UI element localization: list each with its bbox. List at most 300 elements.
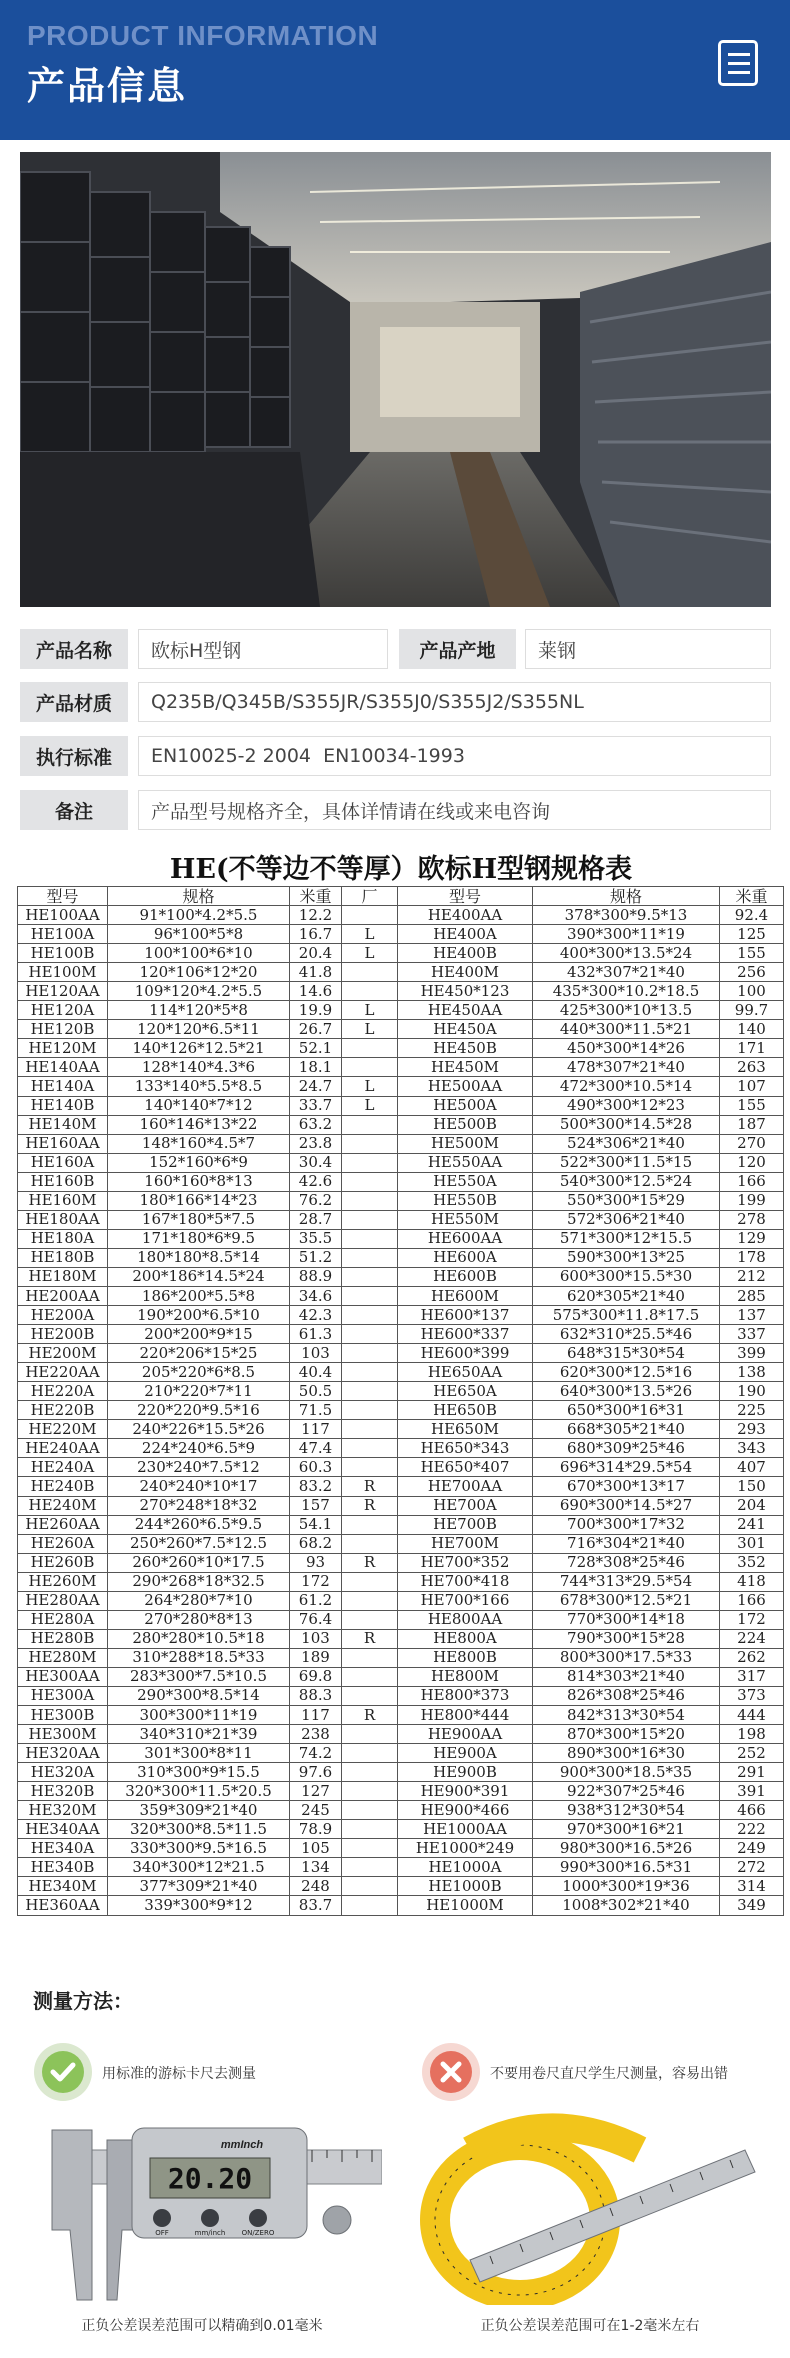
origin-value: 莱钢 [525, 629, 771, 669]
table-cell: 63.2 [290, 1115, 342, 1134]
table-cell: 290*300*8.5*14 [108, 1686, 290, 1705]
table-cell: HE220A [18, 1382, 108, 1401]
table-cell: 83.2 [290, 1477, 342, 1496]
table-cell [342, 1820, 398, 1839]
table-cell: 91*100*4.2*5.5 [108, 906, 290, 925]
table-cell: 60.3 [290, 1458, 342, 1477]
table-cell: 155 [720, 944, 784, 963]
table-row [18, 1496, 784, 1515]
table-cell: 42.3 [290, 1306, 342, 1325]
table-cell: 842*313*30*54 [533, 1706, 720, 1725]
info-row-standard [20, 736, 771, 776]
table-cell: 359*309*21*40 [108, 1801, 290, 1820]
table-cell: 632*310*25.5*46 [533, 1325, 720, 1344]
table-cell: 190*200*6.5*10 [108, 1306, 290, 1325]
table-row [18, 1896, 784, 1915]
table-cell: 225 [720, 1401, 784, 1420]
table-cell: HE650B [398, 1401, 533, 1420]
table-cell: HE650A [398, 1382, 533, 1401]
table-cell: 790*300*15*28 [533, 1629, 720, 1648]
table-cell [342, 1896, 398, 1915]
measure-title: 测量方法： [33, 1989, 133, 2013]
table-cell: 69.8 [290, 1667, 342, 1686]
table-cell: HE800B [398, 1648, 533, 1667]
table-cell: HE160A [18, 1153, 108, 1172]
table-cell: 466 [720, 1801, 784, 1820]
table-row [18, 1515, 784, 1534]
table-row [18, 1458, 784, 1477]
table-cell: 272 [720, 1858, 784, 1877]
table-cell: 922*307*25*46 [533, 1782, 720, 1801]
table-cell: HE240B [18, 1477, 108, 1496]
table-row [18, 1191, 784, 1210]
table-cell: HE140B [18, 1096, 108, 1115]
table-cell: 134 [290, 1858, 342, 1877]
table-cell: 640*300*13.5*26 [533, 1382, 720, 1401]
caliper-button-label: OFF [155, 2229, 169, 2237]
table-cell: L [342, 1020, 398, 1039]
info-row-material [20, 682, 771, 722]
table-cell: 240*240*10*17 [108, 1477, 290, 1496]
table-cell: 648*315*30*54 [533, 1344, 720, 1363]
table-cell: 472*300*10.5*14 [533, 1077, 720, 1096]
table-cell: 88.9 [290, 1267, 342, 1286]
standard-label: 执行标准 [20, 736, 128, 776]
table-cell: HE280A [18, 1610, 108, 1629]
table-cell: 68.2 [290, 1534, 342, 1553]
table-cell: HE700*166 [398, 1591, 533, 1610]
table-cell: HE450AA [398, 1001, 533, 1020]
table-cell: 252 [720, 1744, 784, 1763]
table-cell [342, 1401, 398, 1420]
table-cell: HE340A [18, 1839, 108, 1858]
table-cell: 114*120*5*8 [108, 1001, 290, 1020]
table-cell: 500*300*14.5*28 [533, 1115, 720, 1134]
bad-method-text: 不要用卷尺直尺学生尺测量，容易出错 [490, 2066, 728, 2082]
table-row [18, 1229, 784, 1248]
table-cell: 399 [720, 1344, 784, 1363]
table-cell: 128*140*4.3*6 [108, 1058, 290, 1077]
table-cell: R [342, 1706, 398, 1725]
table-cell: 490*300*12*23 [533, 1096, 720, 1115]
table-cell: 590*300*13*25 [533, 1248, 720, 1267]
spec-body [18, 906, 784, 1915]
header-cell: 米重 [290, 887, 342, 906]
table-cell [342, 1858, 398, 1877]
table-cell: 178 [720, 1248, 784, 1267]
table-cell: 301 [720, 1534, 784, 1553]
table-cell [342, 1782, 398, 1801]
table-cell: 16.7 [290, 925, 342, 944]
table-cell: HE200B [18, 1325, 108, 1344]
table-cell: 314 [720, 1877, 784, 1896]
table-cell: HE1000M [398, 1896, 533, 1915]
table-cell: HE200M [18, 1344, 108, 1363]
table-row [18, 1115, 784, 1134]
table-cell [342, 1191, 398, 1210]
table-cell: L [342, 925, 398, 944]
table-cell [342, 1325, 398, 1344]
table-cell: HE500AA [398, 1077, 533, 1096]
table-cell: 349 [720, 1896, 784, 1915]
table-row [18, 1286, 784, 1305]
table-cell [342, 1725, 398, 1744]
table-cell: 171*180*6*9.5 [108, 1229, 290, 1248]
table-header-row [18, 887, 784, 906]
table-cell: HE240M [18, 1496, 108, 1515]
table-cell: HE340B [18, 1858, 108, 1877]
table-row [18, 1401, 784, 1420]
table-cell: HE550B [398, 1191, 533, 1210]
table-cell: HE1000B [398, 1877, 533, 1896]
table-cell: 100 [720, 982, 784, 1001]
table-cell: 938*312*30*54 [533, 1801, 720, 1820]
table-cell: 373 [720, 1686, 784, 1705]
table-cell: 224*240*6.5*9 [108, 1439, 290, 1458]
table-cell: HE400A [398, 925, 533, 944]
table-cell [342, 1153, 398, 1172]
table-cell: HE280AA [18, 1591, 108, 1610]
table-cell: HE800*373 [398, 1686, 533, 1705]
table-cell: HE340M [18, 1877, 108, 1896]
table-row [18, 1439, 784, 1458]
table-cell: 210*220*7*11 [108, 1382, 290, 1401]
table-cell: 260*260*10*17.5 [108, 1553, 290, 1572]
table-cell: 263 [720, 1058, 784, 1077]
table-row [18, 1763, 784, 1782]
name-value: 欧标H型钢 [138, 629, 388, 669]
table-cell: 198 [720, 1725, 784, 1744]
table-cell: HE180AA [18, 1210, 108, 1229]
table-row [18, 1325, 784, 1344]
table-cell: HE650*343 [398, 1439, 533, 1458]
table-cell: HE180A [18, 1229, 108, 1248]
caliper-brand: mmInch [220, 2139, 264, 2151]
table-cell: 270*248*18*32 [108, 1496, 290, 1515]
table-cell: 444 [720, 1706, 784, 1725]
table-cell: 310*288*18.5*33 [108, 1648, 290, 1667]
table-cell: 140*140*7*12 [108, 1096, 290, 1115]
table-cell: HE320M [18, 1801, 108, 1820]
table-cell: HE900AA [398, 1725, 533, 1744]
document-list-icon[interactable] [718, 40, 758, 86]
table-cell: 23.8 [290, 1134, 342, 1153]
table-cell: HE300AA [18, 1667, 108, 1686]
table-cell: 390*300*11*19 [533, 925, 720, 944]
table-cell: HE360AA [18, 1896, 108, 1915]
table-cell: 109*120*4.2*5.5 [108, 982, 290, 1001]
table-cell: 990*300*16.5*31 [533, 1858, 720, 1877]
table-cell: HE300M [18, 1725, 108, 1744]
table-cell: 432*307*21*40 [533, 963, 720, 982]
table-cell: 100*100*6*10 [108, 944, 290, 963]
table-cell: 270 [720, 1134, 784, 1153]
table-cell: 190 [720, 1382, 784, 1401]
table-row [18, 944, 784, 963]
table-cell: HE700AA [398, 1477, 533, 1496]
table-cell: 241 [720, 1515, 784, 1534]
table-row [18, 1210, 784, 1229]
table-row [18, 1382, 784, 1401]
table-cell: R [342, 1629, 398, 1648]
table-cell: 40.4 [290, 1363, 342, 1382]
table-cell: HE600M [398, 1286, 533, 1305]
table-cell: 571*300*12*15.5 [533, 1229, 720, 1248]
note-label: 备注 [20, 790, 128, 830]
table-cell: 205*220*6*8.5 [108, 1363, 290, 1382]
table-cell: 524*306*21*40 [533, 1134, 720, 1153]
table-cell: 61.3 [290, 1325, 342, 1344]
table-cell: HE280B [18, 1629, 108, 1648]
table-cell: HE550M [398, 1210, 533, 1229]
table-cell: R [342, 1553, 398, 1572]
table-cell: HE260A [18, 1534, 108, 1553]
table-cell: 291 [720, 1763, 784, 1782]
table-cell: 120*106*12*20 [108, 963, 290, 982]
table-cell [342, 1363, 398, 1382]
table-cell: 262 [720, 1648, 784, 1667]
table-cell [342, 1420, 398, 1439]
table-cell: 220*206*15*25 [108, 1344, 290, 1363]
table-cell: 33.7 [290, 1096, 342, 1115]
table-cell: 290*268*18*32.5 [108, 1572, 290, 1591]
checkmark-icon [34, 2043, 92, 2101]
table-row [18, 1629, 784, 1648]
table-row [18, 1858, 784, 1877]
table-cell: HE1000A [398, 1858, 533, 1877]
table-cell: 343 [720, 1439, 784, 1458]
table-cell: HE120B [18, 1020, 108, 1039]
table-row [18, 1706, 784, 1725]
table-cell: 249 [720, 1839, 784, 1858]
table-cell: HE220M [18, 1420, 108, 1439]
table-row [18, 1248, 784, 1267]
table-cell: HE400AA [398, 906, 533, 925]
table-cell: HE120A [18, 1001, 108, 1020]
table-cell: 400*300*13.5*24 [533, 944, 720, 963]
table-row [18, 1782, 784, 1801]
table-cell: R [342, 1496, 398, 1515]
table-cell: 166 [720, 1591, 784, 1610]
table-cell: 1000*300*19*36 [533, 1877, 720, 1896]
table-cell: 117 [290, 1420, 342, 1439]
table-cell [342, 1744, 398, 1763]
table-cell: 117 [290, 1706, 342, 1725]
table-cell: 155 [720, 1096, 784, 1115]
table-cell: 744*313*29.5*54 [533, 1572, 720, 1591]
table-cell: 283*300*7.5*10.5 [108, 1667, 290, 1686]
table-cell: 83.7 [290, 1896, 342, 1915]
table-cell: HE450M [398, 1058, 533, 1077]
table-cell: 41.8 [290, 963, 342, 982]
cross-icon [422, 2043, 480, 2101]
table-cell: 540*300*12.5*24 [533, 1172, 720, 1191]
table-cell: HE320A [18, 1763, 108, 1782]
table-cell: 450*300*14*26 [533, 1039, 720, 1058]
table-cell: HE260B [18, 1553, 108, 1572]
table-cell: 24.7 [290, 1077, 342, 1096]
table-cell: 186*200*5.5*8 [108, 1286, 290, 1305]
header-title-en: PRODUCT INFORMATION [27, 20, 379, 51]
table-cell: 245 [290, 1801, 342, 1820]
table-cell: 137 [720, 1306, 784, 1325]
table-cell: 320*300*11.5*20.5 [108, 1782, 290, 1801]
material-label: 产品材质 [20, 682, 128, 722]
table-row [18, 1020, 784, 1039]
table-cell: 650*300*16*31 [533, 1401, 720, 1420]
table-cell: L [342, 1001, 398, 1020]
table-cell: 103 [290, 1344, 342, 1363]
table-row [18, 1477, 784, 1496]
table-cell: HE650M [398, 1420, 533, 1439]
table-cell [342, 1763, 398, 1782]
table-cell [342, 1306, 398, 1325]
table-row [18, 1572, 784, 1591]
table-cell [342, 1610, 398, 1629]
table-cell: 61.2 [290, 1591, 342, 1610]
table-cell: 14.6 [290, 982, 342, 1001]
table-cell: 148*160*4.5*7 [108, 1134, 290, 1153]
table-row [18, 1039, 784, 1058]
table-cell: HE900*466 [398, 1801, 533, 1820]
name-label: 产品名称 [20, 629, 128, 669]
table-cell: 264*280*7*10 [108, 1591, 290, 1610]
table-cell: HE340AA [18, 1820, 108, 1839]
table-cell: 160*146*13*22 [108, 1115, 290, 1134]
table-cell: 19.9 [290, 1001, 342, 1020]
table-cell: 189 [290, 1648, 342, 1667]
table-cell: HE200AA [18, 1286, 108, 1305]
table-cell: 391 [720, 1782, 784, 1801]
table-cell: 30.4 [290, 1153, 342, 1172]
table-cell: 238 [290, 1725, 342, 1744]
table-cell: 12.2 [290, 906, 342, 925]
header-cell: 米重 [720, 887, 784, 906]
table-cell [342, 1286, 398, 1305]
measure-card-good [17, 2030, 387, 2340]
table-cell: HE100AA [18, 906, 108, 925]
table-cell: 172 [720, 1610, 784, 1629]
table-cell: HE900B [398, 1763, 533, 1782]
table-cell: HE260M [18, 1572, 108, 1591]
table-cell [342, 982, 398, 1001]
table-cell: HE450B [398, 1039, 533, 1058]
table-cell: 240*226*15.5*26 [108, 1420, 290, 1439]
table-cell [342, 1458, 398, 1477]
table-cell: HE260AA [18, 1515, 108, 1534]
table-cell: 600*300*15.5*30 [533, 1267, 720, 1286]
table-cell [342, 1210, 398, 1229]
header-cell: 规格 [108, 887, 290, 906]
table-cell: 407 [720, 1458, 784, 1477]
table-row [18, 1534, 784, 1553]
header-title-cn: 产品信息 [27, 64, 188, 108]
table-cell: HE200A [18, 1306, 108, 1325]
table-row [18, 1344, 784, 1363]
table-cell: 92.4 [720, 906, 784, 925]
table-cell: 435*300*10.2*18.5 [533, 982, 720, 1001]
table-cell: 352 [720, 1553, 784, 1572]
table-cell [342, 1801, 398, 1820]
table-cell: 212 [720, 1267, 784, 1286]
table-cell: HE600*337 [398, 1325, 533, 1344]
header-cell: 型号 [18, 887, 108, 906]
table-cell: 378*300*9.5*13 [533, 906, 720, 925]
table-cell [342, 1115, 398, 1134]
table-cell: HE800*444 [398, 1706, 533, 1725]
table-cell: 120 [720, 1153, 784, 1172]
table-cell [342, 1267, 398, 1286]
product-photo [20, 152, 771, 607]
table-cell: 99.7 [720, 1001, 784, 1020]
header-cell: 规格 [533, 887, 720, 906]
table-cell: 690*300*14.5*27 [533, 1496, 720, 1515]
table-cell: 34.6 [290, 1286, 342, 1305]
table-cell [342, 1039, 398, 1058]
table-cell: 280*280*10.5*18 [108, 1629, 290, 1648]
table-cell: HE220B [18, 1401, 108, 1420]
table-cell [342, 1839, 398, 1858]
table-cell: 900*300*18.5*35 [533, 1763, 720, 1782]
table-row [18, 1877, 784, 1896]
table-cell: 256 [720, 963, 784, 982]
table-cell: 160*160*8*13 [108, 1172, 290, 1191]
caliper-illustration [22, 2110, 382, 2305]
table-cell: 26.7 [290, 1020, 342, 1039]
table-cell: 680*309*25*46 [533, 1439, 720, 1458]
table-row [18, 982, 784, 1001]
table-cell [342, 1134, 398, 1153]
table-cell [342, 963, 398, 982]
table-cell: 76.2 [290, 1191, 342, 1210]
info-row-name [20, 629, 771, 669]
table-row [18, 1686, 784, 1705]
table-cell: 129 [720, 1229, 784, 1248]
table-cell: 51.2 [290, 1248, 342, 1267]
table-cell: HE220AA [18, 1363, 108, 1382]
table-cell: HE600*137 [398, 1306, 533, 1325]
table-cell: HE100M [18, 963, 108, 982]
table-cell: HE450*123 [398, 982, 533, 1001]
table-row [18, 1801, 784, 1820]
table-row [18, 1267, 784, 1286]
table-cell: HE100A [18, 925, 108, 944]
spec-title: HE(不等边不等厚）欧标H型钢规格表 [169, 854, 633, 885]
standard-value: EN10025-2 2004 EN10034-1993 [138, 736, 771, 776]
table-cell: 678*300*12.5*21 [533, 1591, 720, 1610]
table-cell: 150 [720, 1477, 784, 1496]
caliper-button-label: mm/inch [194, 2229, 226, 2237]
table-cell [342, 1648, 398, 1667]
table-cell: HE800AA [398, 1610, 533, 1629]
good-method-caption: 正负公差误差范围可以精确到0.01毫米 [81, 2318, 323, 2334]
table-cell: 310*300*9*15.5 [108, 1763, 290, 1782]
table-row [18, 1363, 784, 1382]
table-cell [342, 1534, 398, 1553]
table-cell: HE240A [18, 1458, 108, 1477]
header-banner [0, 0, 790, 140]
table-cell: 93 [290, 1553, 342, 1572]
table-cell: 522*300*11.5*15 [533, 1153, 720, 1172]
table-cell: 1008*302*21*40 [533, 1896, 720, 1915]
table-row [18, 1306, 784, 1325]
table-cell: HE160AA [18, 1134, 108, 1153]
table-cell: 285 [720, 1286, 784, 1305]
table-cell: HE700M [398, 1534, 533, 1553]
table-row [18, 1420, 784, 1439]
table-cell: HE900*391 [398, 1782, 533, 1801]
table-cell: 244*260*6.5*9.5 [108, 1515, 290, 1534]
